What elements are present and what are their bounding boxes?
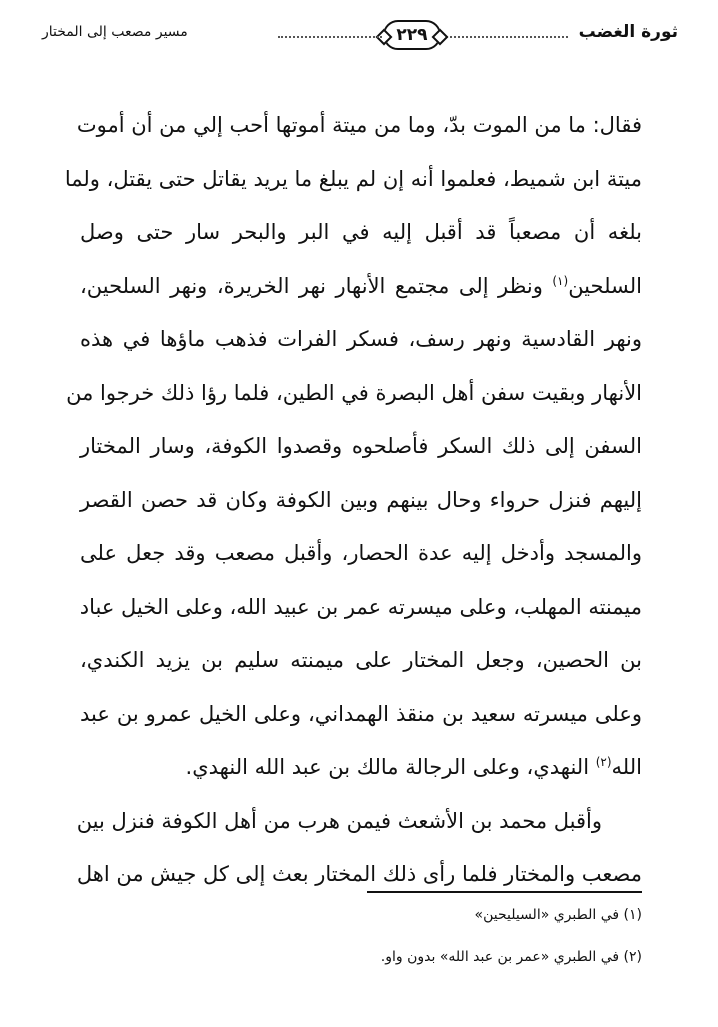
text-line: إليهم فنزل حرواء وحال بينهم وبين الكوفة وكان قد حصن القصر [80, 487, 642, 512]
chapter-title: مسير مصعب إلى المختار [42, 24, 188, 40]
text-line [80, 741, 642, 795]
header-dotted-leader-left [278, 36, 382, 38]
page-header [40, 18, 678, 54]
footnote-2: (٢) في الطبري «عمر بن عبد الله» بدون واو. [380, 949, 642, 965]
text-line: ونهر القادسية ونهر رسف، فسكر الفرات فذهب ماؤها في هذه [80, 327, 642, 351]
text-line: والمسجد وأدخل إليه عدة الحصار، وأقبل مصعب وقد جعل على [80, 541, 642, 565]
text-line [80, 260, 642, 314]
text-line: ميمنته المهلب، وعلى ميسرته عمر بن عبيد الله، وعلى الخيل عباد [79, 594, 642, 619]
header-dotted-leader-right [442, 36, 568, 38]
body-text [64, 99, 642, 902]
text-fragment: ونظر إلى مجتمع الأنهار نهر الخريرة، ونهر السلحين، [80, 273, 553, 298]
text-line: ميتة ابن شميط، فعلموا أنه إن لم يبلغ ما يريد يقاتل حتى يقتل، ولما [64, 166, 642, 191]
footnote-marker-2: (٢) [595, 755, 612, 769]
footnotes [360, 905, 642, 989]
text-line: فقال: ما من الموت بدّ، وما من ميتة أموتها أحب إلي من أن أموت [76, 113, 642, 137]
footnote-marker-1: (١) [552, 273, 569, 288]
text-line: مصعب والمختار فلما رأى ذلك المختار بعث إلى كل جيش من اهل [76, 862, 642, 886]
text-fragment: السلحين [568, 273, 642, 298]
footnote-1: (١) في الطبري «السيليحين» [474, 907, 642, 923]
footnote-divider [367, 891, 642, 893]
text-line: بن الحصين، وجعل المختار على ميمنته سليم بن يزيد الكندي، [80, 648, 642, 672]
text-line: وعلى ميسرته سعيد بن منقذ الهمداني، وعلى الخيل عمرو بن عبد [80, 701, 642, 726]
book-title: ثورة الغضب [578, 22, 678, 42]
text-line: الأنهار وبقيت سفن أهل البصرة في الطين، فلما رؤا ذلك خرجوا من [66, 380, 642, 405]
page-number-badge: ٢٢٩ [383, 20, 441, 50]
text-fragment: الله [611, 755, 642, 779]
text-fragment: النهدي، وعلى الرجالة مالك بن عبد الله النهدي. [185, 755, 596, 779]
text-line: السفن إلى ذلك السكر فأصلحوه وقصدوا الكوفة، وسار المختار [80, 434, 642, 458]
text-line: بلغه أن مصعباً قد أقبل إليه في البر والبحر سار حتى وصل [80, 220, 642, 244]
text-line: وأقبل محمد بن الأشعث فيمن هرب من أهل الكوفة فنزل بين [76, 808, 602, 833]
